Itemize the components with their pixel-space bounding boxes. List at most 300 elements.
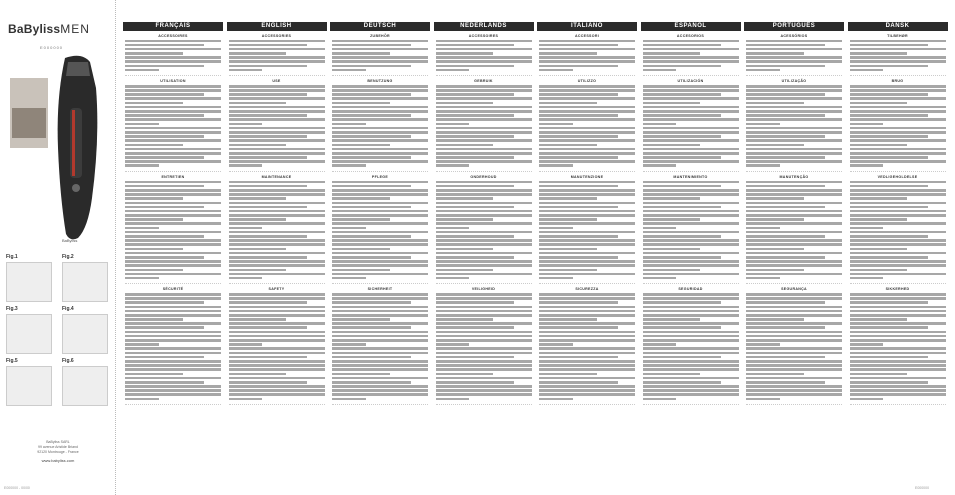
- text-line: [850, 69, 884, 72]
- text-line: [746, 293, 842, 296]
- divider: [643, 171, 739, 172]
- text-line: [125, 252, 221, 255]
- text-line: [746, 139, 842, 142]
- text-line: [332, 398, 366, 401]
- text-line: [746, 97, 842, 100]
- text-line: [643, 256, 722, 259]
- text-line: [850, 269, 908, 272]
- text-line: [643, 40, 739, 43]
- text-line: [436, 398, 470, 401]
- text-line: [539, 389, 635, 392]
- text-line: [125, 40, 221, 43]
- text-line: [539, 85, 635, 88]
- divider: [332, 171, 428, 172]
- text-line: [746, 227, 780, 230]
- section-title: ACCESSORIES: [261, 34, 292, 38]
- text-line: [850, 377, 946, 380]
- text-line: [125, 139, 221, 142]
- text-line: [746, 202, 842, 205]
- text-line: [746, 44, 825, 47]
- text-line: [850, 160, 946, 163]
- section-title: BENUTZUNG: [367, 79, 393, 84]
- text-line: [436, 110, 532, 113]
- text-line: [332, 131, 428, 134]
- text-line: [850, 314, 946, 317]
- text-line: [643, 214, 739, 217]
- text-line: [436, 331, 532, 334]
- text-line: [850, 185, 929, 188]
- text-line: [746, 252, 842, 255]
- text-line: [229, 148, 325, 151]
- column-body: [330, 31, 430, 405]
- text-line: [850, 118, 946, 121]
- divider: [332, 283, 428, 284]
- text-line: [436, 385, 532, 388]
- text-line: [643, 181, 739, 184]
- text-line: [746, 56, 842, 59]
- text-line: [746, 352, 842, 355]
- section: [643, 287, 739, 400]
- section: [539, 287, 635, 400]
- text-line: [746, 239, 842, 242]
- section: [332, 175, 428, 279]
- text-line: [643, 273, 739, 276]
- text-line: [643, 110, 739, 113]
- text-line: [746, 297, 842, 300]
- text-line: [332, 127, 428, 130]
- text-line: [125, 197, 183, 200]
- text-line: [436, 214, 532, 217]
- text-line: [125, 206, 204, 209]
- text-line: [850, 206, 929, 209]
- text-line: [746, 48, 842, 51]
- text-line: [125, 360, 221, 363]
- text-line: [850, 218, 908, 221]
- text-line: [746, 214, 842, 217]
- text-line: [125, 373, 183, 376]
- text-line: [229, 314, 325, 317]
- text-line: [850, 44, 929, 47]
- text-line: [436, 152, 532, 155]
- text-line: [746, 381, 825, 384]
- text-line: [125, 248, 183, 251]
- trimmer-head: [66, 62, 90, 76]
- text-line: [746, 377, 842, 380]
- text-line: [436, 48, 532, 51]
- text-line: [125, 297, 221, 300]
- text-line: [746, 89, 842, 92]
- text-line: [746, 210, 842, 213]
- text-line: [746, 127, 842, 130]
- text-line: [539, 235, 618, 238]
- text-line: [746, 335, 842, 338]
- section-title: ACCESSORI: [574, 34, 600, 38]
- text-line: [436, 343, 470, 346]
- text-line: [539, 60, 635, 63]
- text-line: [229, 85, 325, 88]
- text-line: [539, 102, 597, 105]
- text-line: [850, 202, 946, 205]
- text-line: [332, 381, 411, 384]
- text-line: [332, 135, 411, 138]
- section: [436, 287, 532, 400]
- text-line: [850, 164, 884, 167]
- text-line: [746, 306, 842, 309]
- text-line: [539, 360, 635, 363]
- text-line: [125, 381, 204, 384]
- text-line: [850, 243, 946, 246]
- text-line: [332, 69, 366, 72]
- text-line: [436, 301, 515, 304]
- text-line: [332, 160, 428, 163]
- text-line: [539, 248, 597, 251]
- text-line: [229, 164, 263, 167]
- text-line: [229, 69, 263, 72]
- text-line: [332, 235, 411, 238]
- text-line: [850, 227, 884, 230]
- text-line: [539, 135, 618, 138]
- fig-label-6: Fig.6: [62, 358, 74, 364]
- text-line: [125, 269, 183, 272]
- text-line: [746, 135, 825, 138]
- text-line: [332, 202, 428, 205]
- text-line: [539, 218, 597, 221]
- text-line: [229, 356, 308, 359]
- text-line: [643, 389, 739, 392]
- text-line: [332, 297, 428, 300]
- text-line: [229, 347, 325, 350]
- corner-code-left: E000000 - 00/00: [4, 486, 30, 490]
- text-line: [436, 252, 532, 255]
- text-line: [332, 139, 428, 142]
- section: [746, 79, 842, 167]
- text-line: [850, 144, 908, 147]
- fig-label-5: Fig.5: [6, 358, 18, 364]
- text-line: [125, 273, 221, 276]
- text-line: [332, 306, 428, 309]
- text-line: [746, 277, 780, 280]
- text-line: [746, 364, 842, 367]
- text-line: [746, 160, 842, 163]
- text-line: [229, 331, 325, 334]
- divider: [229, 404, 325, 405]
- text-line: [850, 65, 929, 68]
- text-line: [436, 218, 494, 221]
- text-line: [643, 318, 701, 321]
- text-line: [850, 260, 946, 263]
- section: [229, 79, 325, 167]
- text-line: [539, 189, 635, 192]
- text-line: [436, 364, 532, 367]
- divider: [539, 283, 635, 284]
- text-line: [746, 189, 842, 192]
- language-column: [848, 22, 948, 492]
- text-line: [539, 343, 573, 346]
- text-line: [643, 210, 739, 213]
- text-line: [229, 335, 325, 338]
- text-line: [229, 243, 325, 246]
- text-line: [643, 231, 739, 234]
- section: [332, 79, 428, 167]
- text-line: [850, 123, 884, 126]
- text-line: [643, 385, 739, 388]
- text-line: [125, 60, 221, 63]
- text-line: [539, 277, 573, 280]
- text-line: [746, 185, 825, 188]
- text-line: [125, 144, 183, 147]
- text-line: [436, 389, 532, 392]
- text-line: [125, 368, 221, 371]
- text-line: [746, 248, 804, 251]
- text-line: [850, 239, 946, 242]
- text-line: [125, 69, 159, 72]
- text-line: [850, 222, 946, 225]
- text-line: [436, 69, 470, 72]
- text-line: [229, 144, 287, 147]
- text-line: [332, 260, 428, 263]
- figure-4: [62, 314, 108, 354]
- text-line: [643, 106, 739, 109]
- text-line: [436, 273, 532, 276]
- text-line: [125, 89, 221, 92]
- text-line: [643, 356, 722, 359]
- text-line: [436, 206, 515, 209]
- section: [539, 175, 635, 279]
- text-line: [643, 235, 722, 238]
- text-line: [229, 260, 325, 263]
- text-line: [643, 364, 739, 367]
- section: [229, 34, 325, 71]
- text-line: [229, 368, 325, 371]
- text-line: [539, 239, 635, 242]
- text-line: [125, 127, 221, 130]
- text-line: [229, 377, 325, 380]
- text-line: [436, 114, 515, 117]
- text-line: [332, 118, 428, 121]
- section-title: MANUTENZIONE: [570, 175, 604, 180]
- text-line: [539, 160, 635, 163]
- text-line: [850, 398, 884, 401]
- text-line: [332, 322, 428, 325]
- text-line: [850, 393, 946, 396]
- text-line: [746, 40, 842, 43]
- text-line: [125, 277, 159, 280]
- text-line: [332, 218, 390, 221]
- text-line: [229, 248, 287, 251]
- divider: [229, 75, 325, 76]
- text-line: [643, 89, 739, 92]
- divider: [125, 171, 221, 172]
- text-line: [850, 231, 946, 234]
- text-line: [850, 373, 908, 376]
- text-line: [125, 314, 221, 317]
- text-line: [332, 65, 411, 68]
- divider: [125, 75, 221, 76]
- text-line: [746, 322, 842, 325]
- text-line: [125, 398, 159, 401]
- text-line: [850, 335, 946, 338]
- text-line: [746, 181, 842, 184]
- text-line: [125, 356, 204, 359]
- divider: [539, 171, 635, 172]
- section: [746, 175, 842, 279]
- text-line: [643, 135, 722, 138]
- text-line: [539, 347, 635, 350]
- text-line: [746, 218, 804, 221]
- text-line: [332, 164, 366, 167]
- text-line: [229, 306, 325, 309]
- text-line: [332, 352, 428, 355]
- text-line: [125, 239, 221, 242]
- text-line: [436, 148, 532, 151]
- text-line: [332, 222, 428, 225]
- text-line: [229, 222, 325, 225]
- text-line: [125, 260, 221, 263]
- text-line: [643, 139, 739, 142]
- text-line: [643, 227, 677, 230]
- section: [436, 175, 532, 279]
- text-line: [125, 377, 221, 380]
- text-line: [850, 93, 929, 96]
- text-line: [125, 56, 221, 59]
- text-line: [850, 297, 946, 300]
- section-title: UTILISATION: [160, 79, 186, 84]
- text-line: [436, 189, 532, 192]
- section: [125, 79, 221, 167]
- text-line: [643, 118, 739, 121]
- text-line: [436, 106, 532, 109]
- text-line: [643, 197, 701, 200]
- text-line: [746, 197, 804, 200]
- text-line: [125, 148, 221, 151]
- footer-line: 99 avenue Aristide Briand: [38, 445, 78, 449]
- text-line: [746, 114, 825, 117]
- section-title: SEGURANÇA: [781, 287, 807, 292]
- text-line: [850, 389, 946, 392]
- text-line: [229, 227, 263, 230]
- section-title: MANTENIMIENTO: [673, 175, 708, 180]
- divider: [746, 404, 842, 405]
- text-line: [850, 197, 908, 200]
- text-line: [125, 114, 204, 117]
- text-line: [332, 123, 366, 126]
- text-line: [332, 385, 428, 388]
- text-line: [539, 214, 635, 217]
- text-line: [643, 185, 722, 188]
- text-line: [436, 210, 532, 213]
- text-line: [332, 206, 411, 209]
- website-link: www.babyliss.com: [41, 458, 75, 463]
- text-line: [229, 118, 325, 121]
- section: [850, 34, 946, 71]
- text-line: [850, 127, 946, 130]
- text-line: [539, 110, 635, 113]
- text-line: [436, 260, 532, 263]
- text-line: [436, 164, 470, 167]
- brand-name: BaByliss: [8, 22, 61, 36]
- section-title: UTILIZACIÓN: [677, 79, 704, 84]
- text-line: [746, 206, 825, 209]
- text-line: [643, 52, 701, 55]
- text-line: [643, 248, 701, 251]
- section-title: SAFETY: [268, 287, 285, 292]
- text-line: [643, 352, 739, 355]
- text-line: [850, 114, 929, 117]
- text-line: [746, 222, 842, 225]
- text-line: [850, 106, 946, 109]
- text-line: [125, 85, 221, 88]
- section: [125, 34, 221, 71]
- text-line: [332, 227, 366, 230]
- text-line: [436, 347, 532, 350]
- divider: [643, 283, 739, 284]
- text-line: [332, 106, 428, 109]
- text-line: [643, 102, 701, 105]
- text-line: [436, 85, 532, 88]
- text-line: [229, 202, 325, 205]
- language-header: ESPAÑOL: [641, 22, 741, 31]
- section-title: MAINTENANCE: [261, 175, 292, 180]
- divider: [436, 171, 532, 172]
- text-line: [125, 160, 221, 163]
- text-line: [746, 164, 780, 167]
- text-line: [850, 356, 929, 359]
- section: [332, 287, 428, 400]
- text-line: [643, 377, 739, 380]
- text-line: [643, 331, 739, 334]
- divider: [746, 283, 842, 284]
- text-line: [643, 60, 739, 63]
- divider: [643, 75, 739, 76]
- text-line: [332, 269, 390, 272]
- language-column: [330, 22, 430, 492]
- text-line: [436, 56, 532, 59]
- text-line: [746, 118, 842, 121]
- text-line: [643, 347, 739, 350]
- text-line: [229, 273, 325, 276]
- text-line: [539, 139, 635, 142]
- text-line: [850, 256, 929, 259]
- text-line: [332, 231, 428, 234]
- text-line: [332, 44, 411, 47]
- text-line: [229, 40, 325, 43]
- text-line: [229, 326, 308, 329]
- text-line: [539, 252, 635, 255]
- section: [850, 175, 946, 279]
- text-line: [850, 385, 946, 388]
- text-line: [332, 377, 428, 380]
- section: [746, 287, 842, 400]
- text-line: [643, 114, 722, 117]
- text-line: [436, 185, 515, 188]
- text-line: [746, 398, 780, 401]
- text-line: [332, 356, 411, 359]
- text-line: [643, 373, 701, 376]
- text-line: [850, 306, 946, 309]
- language-header: ENGLISH: [227, 22, 327, 31]
- text-line: [436, 310, 532, 313]
- section: [850, 79, 946, 167]
- text-line: [539, 301, 618, 304]
- text-line: [539, 339, 635, 342]
- section: [539, 34, 635, 71]
- text-line: [125, 135, 204, 138]
- text-line: [643, 189, 739, 192]
- text-line: [643, 193, 739, 196]
- language-column: [434, 22, 534, 492]
- text-line: [643, 152, 739, 155]
- text-line: [229, 339, 325, 342]
